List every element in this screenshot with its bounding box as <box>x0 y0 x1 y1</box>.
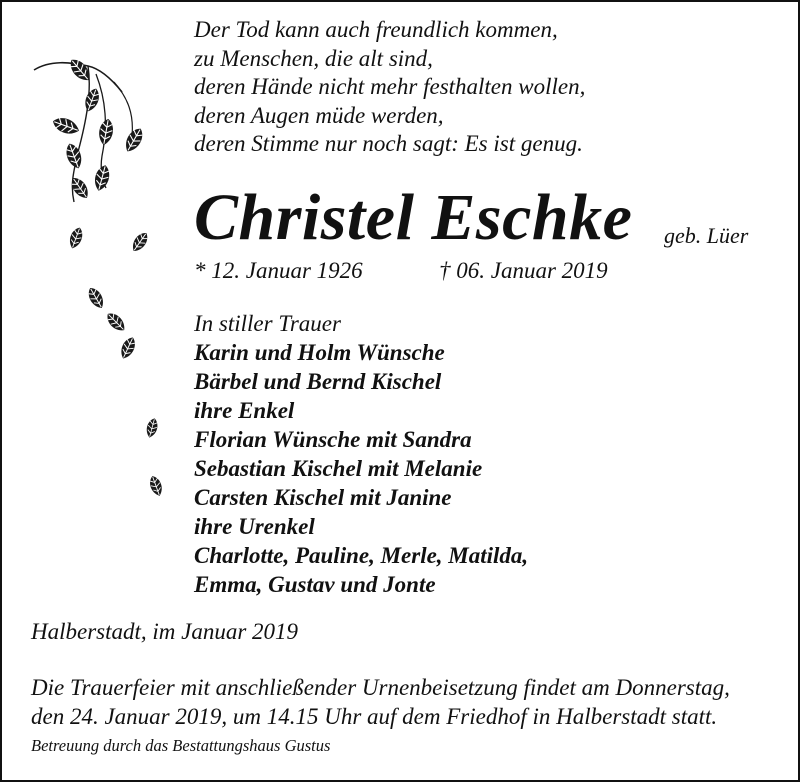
mourner-line: Florian Wünsche mit Sandra <box>194 427 472 452</box>
mourners-intro: In stiller Trauer <box>194 311 341 336</box>
poem-line: deren Stimme nur noch sagt: Es ist genug. <box>194 131 583 156</box>
poem-line: deren Hände nicht mehr festhalten wollen, <box>194 74 586 99</box>
falling-leaves-icon <box>30 52 170 512</box>
service-line: den 24. Januar 2019, um 14.15 Uhr auf dem Friedhof in Halberstadt statt. <box>31 704 718 729</box>
place-date: Halberstadt, im Januar 2019 <box>31 619 299 644</box>
mourner-line: Karin und Holm Wünsche <box>194 340 445 365</box>
mourner-line: ihre Urenkel <box>194 514 315 539</box>
mourner-line: Sebastian Kischel mit Melanie <box>194 456 483 481</box>
birth-date: * 12. Januar 1926 <box>194 258 363 283</box>
poem <box>194 16 585 159</box>
mourner-line: Carsten Kischel mit Janine <box>194 485 452 510</box>
mourner-line: ihre Enkel <box>194 398 295 423</box>
mourner-line: Bärbel und Bernd Kischel <box>194 369 442 394</box>
maiden-name: geb. Lüer <box>664 223 749 248</box>
poem-line: deren Augen müde werden, <box>194 102 444 128</box>
service-line: Die Trauerfeier mit anschließender Urnenbeisetzung findet am Donnerstag, <box>31 675 730 700</box>
deceased-name: Christel Eschke <box>194 181 633 254</box>
service-info <box>31 673 730 731</box>
mourners-list <box>194 309 528 599</box>
mourner-line: Emma, Gustav und Jonte <box>194 572 436 597</box>
mourner-line: Charlotte, Pauline, Merle, Matilda, <box>194 543 529 568</box>
funeral-home: Betreuung durch das Bestattungshaus Gustus <box>31 736 331 755</box>
death-date: † 06. Januar 2019 <box>439 258 608 283</box>
poem-line: Der Tod kann auch freundlich kommen, <box>194 17 558 42</box>
poem-line: zu Menschen, die alt sind, <box>194 45 433 71</box>
